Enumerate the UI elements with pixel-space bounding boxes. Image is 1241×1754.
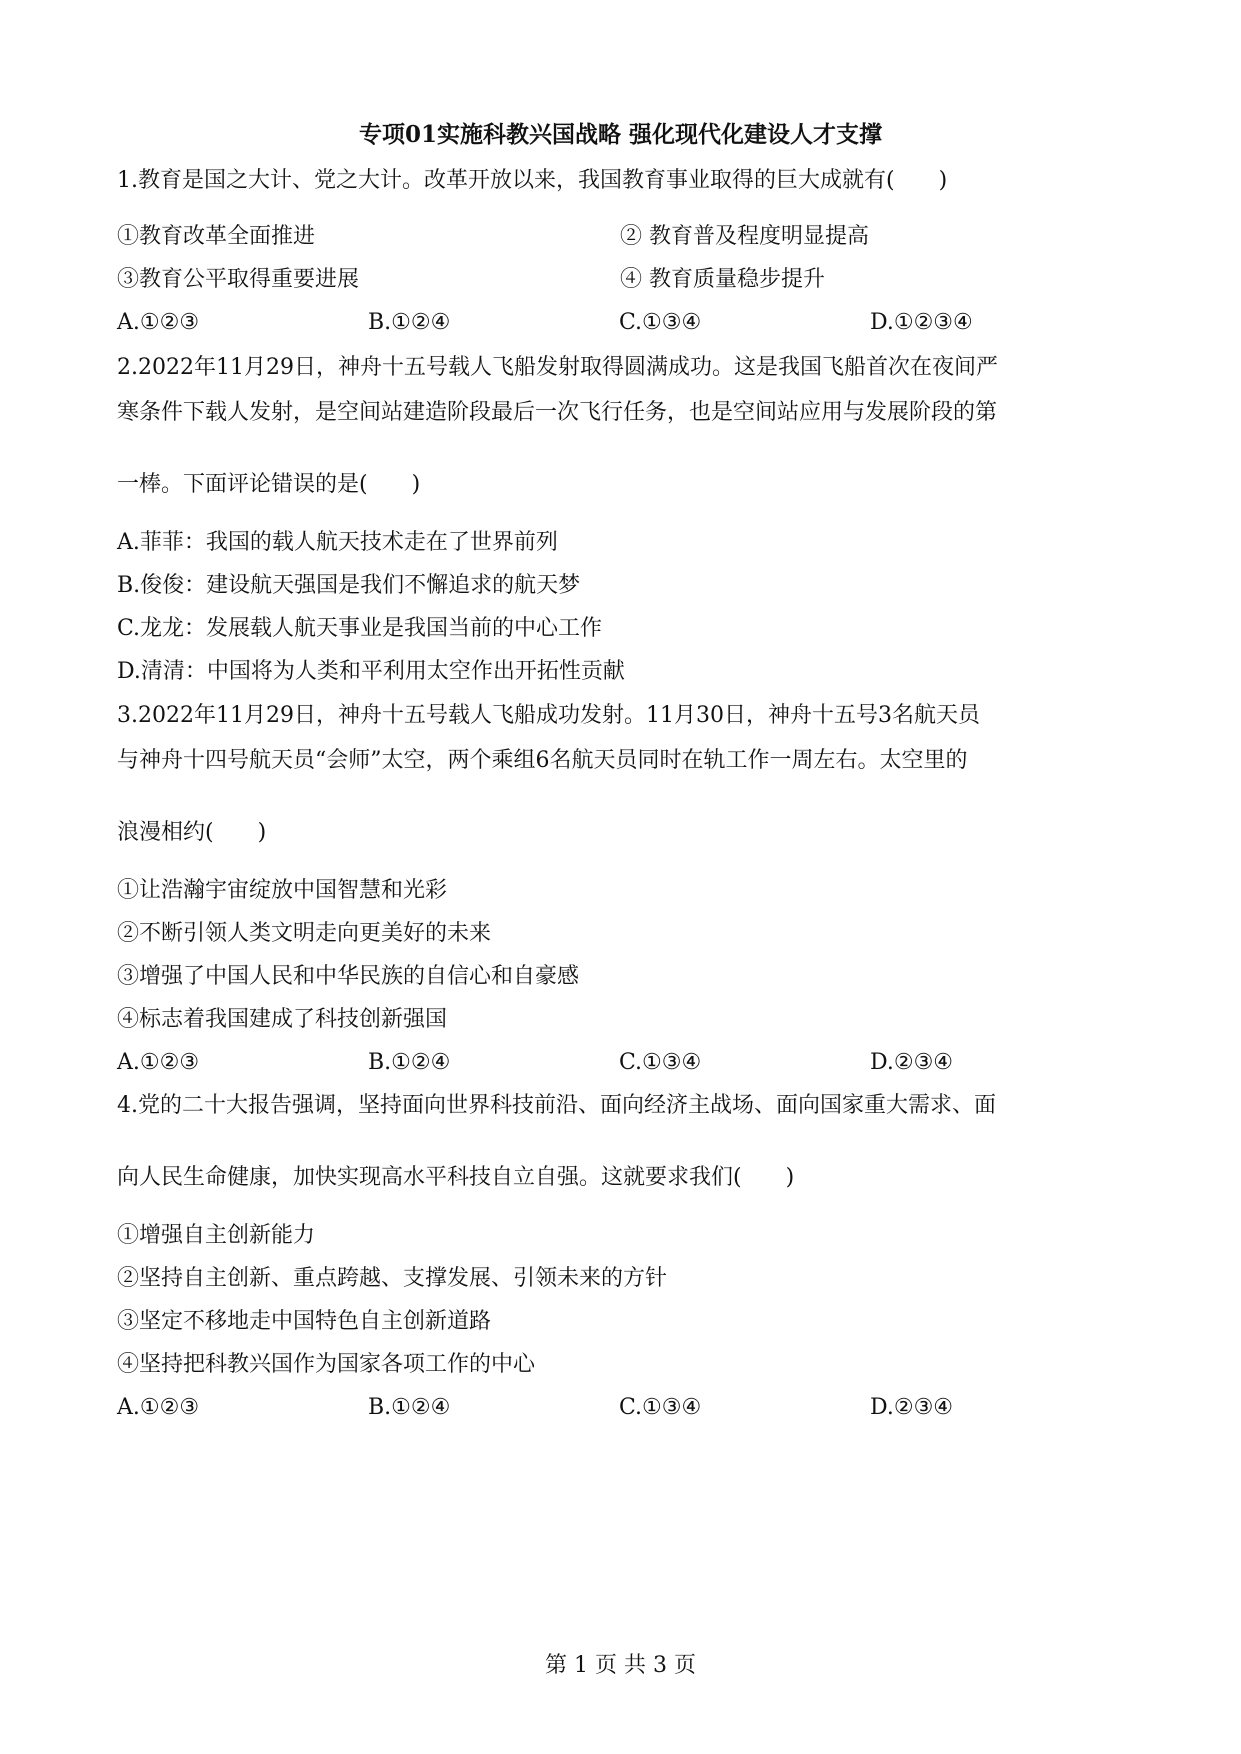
question-4-option-c: C.①③④ xyxy=(619,1395,702,1420)
question-3-option-b: B.①②④ xyxy=(368,1050,451,1075)
question-3-item: ②不断引领人类文明走向更美好的未来 xyxy=(117,921,492,946)
question-4-item: ②坚持自主创新、重点跨越、支撑发展、引领未来的方针 xyxy=(117,1266,668,1291)
question-4-option-b: B.①②④ xyxy=(368,1395,451,1420)
question-2-stem-line: 寒条件下载人发射，是空间站建造阶段最后一次飞行任务，也是空间站应用与发展阶段的第 xyxy=(117,400,998,425)
question-1-option-a: A.①②③ xyxy=(117,310,200,335)
question-4-option-d: D.②③④ xyxy=(870,1395,954,1420)
question-2-option-d: D.清清：中国将为人类和平利用太空作出开拓性贡献 xyxy=(117,659,625,684)
question-1-item: ④ 教育质量稳步提升 xyxy=(620,267,825,292)
question-1-item: ③教育公平取得重要进展 xyxy=(117,267,360,292)
question-2-option-c: C.龙龙：发展载人航天事业是我国当前的中心工作 xyxy=(117,616,603,641)
question-3-item: ①让浩瀚宇宙绽放中国智慧和光彩 xyxy=(117,878,448,903)
question-3-item: ③增强了中国人民和中华民族的自信心和自豪感 xyxy=(117,964,580,989)
question-4-stem-line: 向人民生命健康，加快实现高水平科技自立自强。这就要求我们( ) xyxy=(117,1165,795,1190)
question-3-stem-line: 3.2022年11月29日，神舟十五号载人飞船成功发射。11月30日，神舟十五号3名航天员 xyxy=(117,703,980,728)
question-3-stem-line: 与神舟十四号航天员“会师”太空，两个乘组6名航天员同时在轨工作一周左右。太空里的 xyxy=(117,748,968,773)
question-1-option-c: C.①③④ xyxy=(619,310,702,335)
question-4-option-a: A.①②③ xyxy=(117,1395,200,1420)
page-title: 专项01实施科教兴国战略 强化现代化建设人才支撑 xyxy=(358,121,882,148)
question-4-item: ④坚持把科教兴国作为国家各项工作的中心 xyxy=(117,1352,536,1377)
question-2-stem-line: 2.2022年11月29日，神舟十五号载人飞船发射取得圆满成功。这是我国飞船首次在夜间严 xyxy=(117,355,998,380)
question-4-item: ③坚定不移地走中国特色自主创新道路 xyxy=(117,1309,492,1334)
question-4-item: ①增强自主创新能力 xyxy=(117,1223,316,1248)
question-3-item: ④标志着我国建成了科技创新强国 xyxy=(117,1007,448,1032)
question-1-item: ② 教育普及程度明显提高 xyxy=(620,224,869,249)
question-2-option-a: A.菲菲：我国的载人航天技术走在了世界前列 xyxy=(117,530,558,555)
question-3-option-c: C.①③④ xyxy=(619,1050,702,1075)
question-4-stem-line: 4.党的二十大报告强调，坚持面向世界科技前沿、面向经济主战场、面向国家重大需求、面 xyxy=(117,1093,996,1118)
question-1-option-b: B.①②④ xyxy=(368,310,451,335)
question-3-stem-line: 浪漫相约( ) xyxy=(117,820,267,845)
question-1-item: ①教育改革全面推进 xyxy=(117,224,316,249)
question-2-option-b: B.俊俊：建设航天强国是我们不懈追求的航天梦 xyxy=(117,573,581,598)
question-1-stem: 1.教育是国之大计、党之大计。改革开放以来，我国教育事业取得的巨大成就有( ) xyxy=(117,168,948,193)
page-footer: 第 1 页 共 3 页 xyxy=(545,1653,696,1678)
question-1-option-d: D.①②③④ xyxy=(870,310,973,335)
question-2-stem-line: 一棒。下面评论错误的是( ) xyxy=(117,472,421,497)
question-3-option-a: A.①②③ xyxy=(117,1050,200,1075)
question-3-option-d: D.②③④ xyxy=(870,1050,954,1075)
